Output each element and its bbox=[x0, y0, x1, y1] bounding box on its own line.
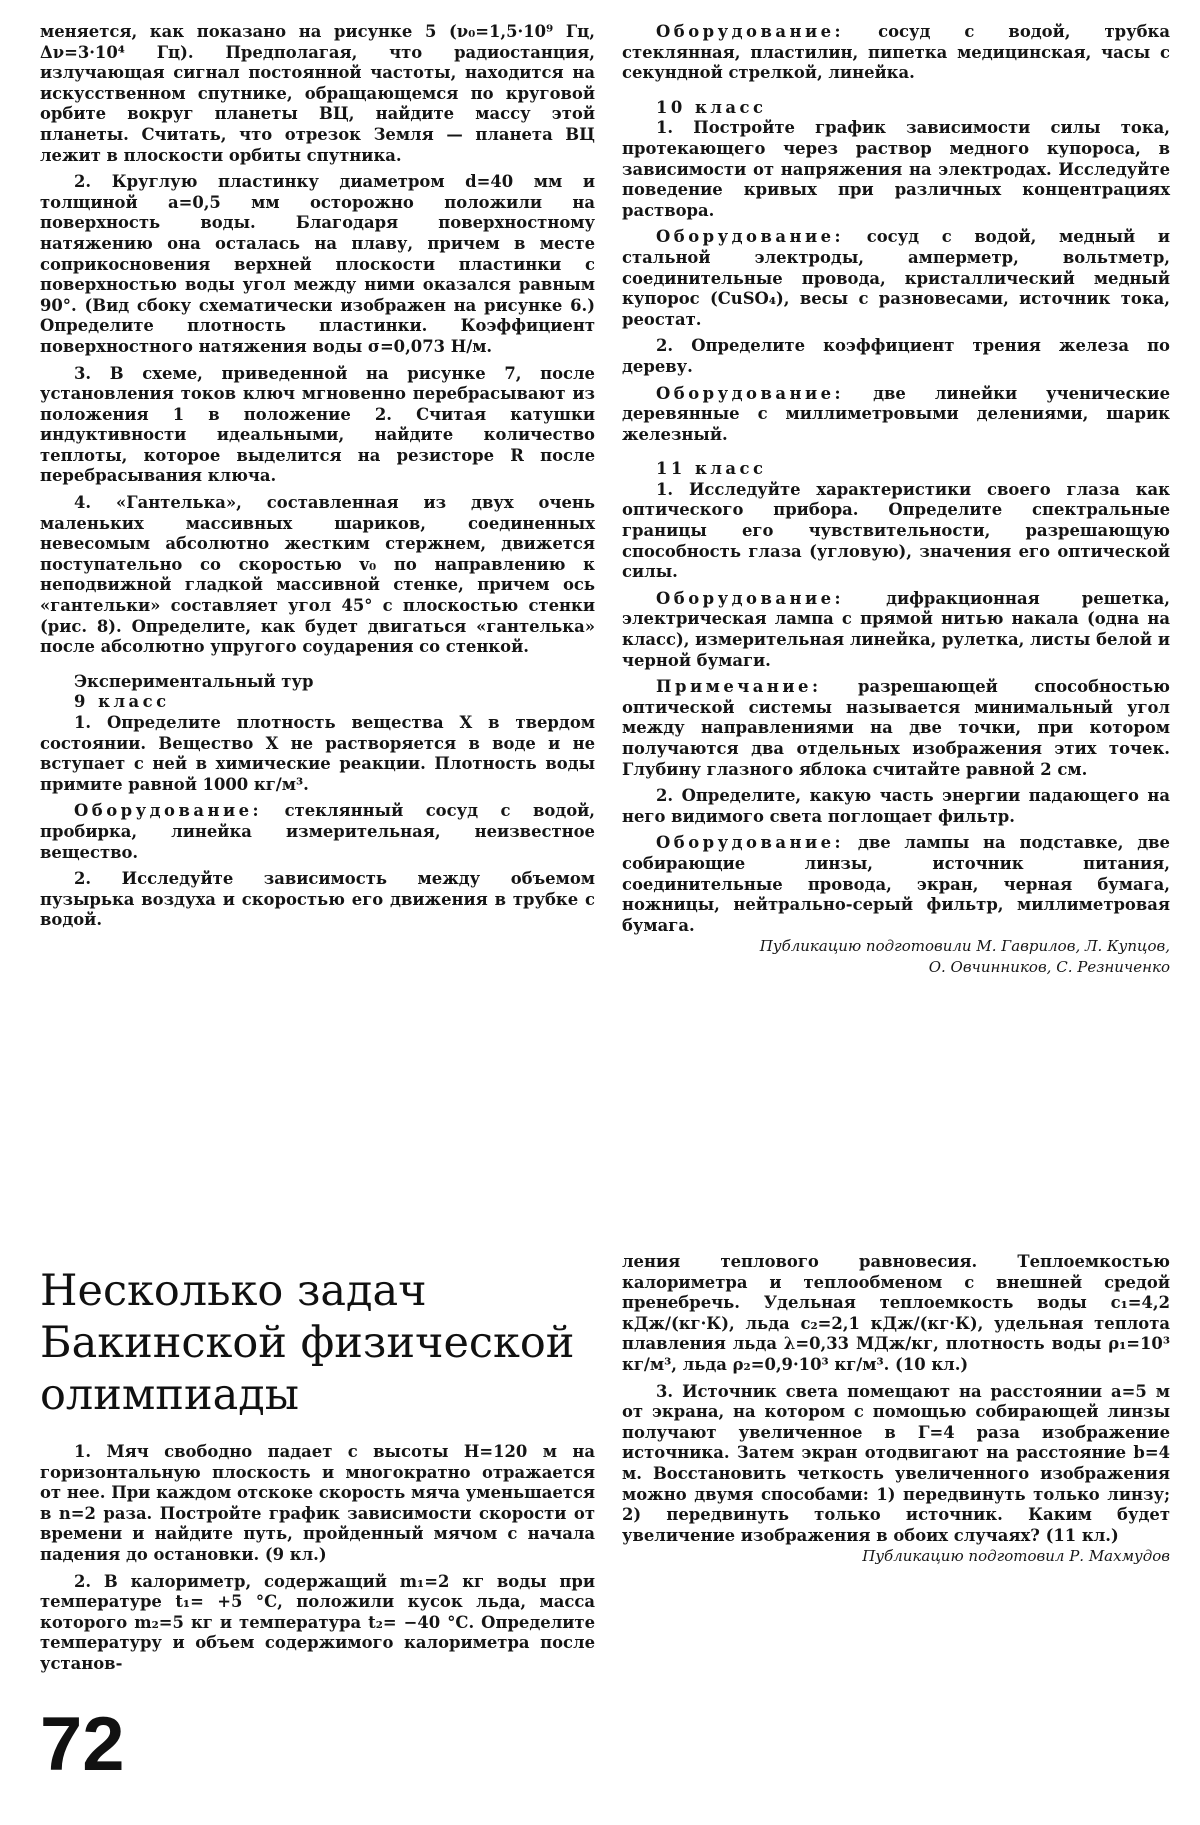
column-bottom-left bbox=[40, 1442, 595, 1675]
equipment-label: Оборудование: bbox=[656, 22, 845, 41]
paragraph-problem-1-continued: меняется, как показано на рисунке 5 (ν₀=1,5·10⁹ Гц, Δν=3·10⁴ Гц). Предполагая, что радиостанция, излучающая сигнал постоянной частоты, находится на искусственном спутнике, обращающемся по круговой орбите вокруг планеты ВЦ, найдите массу этой планеты. Считать, что отрезок Земля — планета ВЦ лежит в плоскости орбиты спутника. bbox=[40, 22, 595, 165]
grade-heading-10: 10 класс bbox=[656, 97, 767, 117]
paragraph-problem-3-circuit: 3. В схеме, приведенной на рисунке 7, после установления токов ключ мгновенно перебрасывают из положения 1 в положение 2. Считая катушки индуктивности идеальными, найдите количество теплоты, которое выделится на резисторе R после перебрасывания ключа. bbox=[40, 363, 595, 486]
equipment-label: Оборудование: bbox=[656, 833, 845, 853]
paragraph-baku-problem-3: 3. Источник света помещают на расстоянии a=5 м от экрана, на котором с помощью собирающей линзы получают увеличенное в Γ=4 раза изображение источника. Затем экран отодвигают на расстояние b=4 м. Восстановить четкость увеличенного изображения можно двумя способами: 1) передвинуть только линзу; 2) передвинуть только источник. Каким будет увеличение изображения в обоих случаях? (11 кл.) bbox=[622, 1381, 1170, 1545]
grade-heading-9: 9 класс bbox=[74, 692, 170, 712]
paragraph-exp-11-task-1: 1. Исследуйте характеристики своего глаза как оптического прибора. Определите спектральные границы его чувствительности, разрешающую способность глаза (угловую), значения его оптической силы. bbox=[622, 479, 1170, 582]
paragraph-exp-10-task-2: 2. Определите коэффициент трения железа по дереву. bbox=[622, 336, 1170, 376]
credit-line-1: Публикацию подготовили М. Гаврилов, Л. Купцов, bbox=[759, 937, 1170, 956]
equipment-text: стеклянный сосуд с водой, пробирка, линейка измерительная, неизвестное вещество. bbox=[40, 801, 595, 862]
column-bottom-right bbox=[622, 1252, 1170, 1567]
equipment-text: сосуд с водой, медный и стальной электроды, амперметр, вольтметр, соединительные провода, кристаллический медный купорос (CuSO₄), весы с разновесами, источник тока, реостат. bbox=[622, 227, 1170, 329]
equipment-label: Оборудование: bbox=[656, 227, 845, 247]
equipment-text: две лампы на подставке, две собирающие линзы, источник питания, соединительные провода, экран, черная бумага, ножницы, нейтрально-серый фильтр, миллиметровая бумага. bbox=[622, 833, 1170, 935]
paragraph-problem-2-plate: 2. Круглую пластинку диаметром d=40 мм и толщиной a=0,5 мм осторожно положили на поверхность воды. Благодаря поверхностному натяжению она осталась на плаву, причем в месте соприкосновения верхней плоскости пластинки с поверхностью воды угол между ними оказался равным 90°. (Вид сбоку схематически изображен на рисунке 6.) Определите плотность пластинки. Коэффициент поверхностного натяжения воды σ=0,073 Н/м. bbox=[40, 172, 595, 356]
paragraph-exp-9-task-2: 2. Исследуйте зависимость между объемом пузырька воздуха и скоростью его движения в трубке с водой. bbox=[40, 869, 595, 930]
note-label: Примечание: bbox=[656, 677, 822, 697]
article-title-line-3: олимпиады bbox=[40, 1370, 299, 1420]
paragraph-exp-9-task-1: 1. Определите плотность вещества X в твердом состоянии. Вещество X не растворяется в воде и не вступает с ней в химические реакции. Плотность воды примите равной 1000 кг/м³. bbox=[40, 713, 595, 794]
article-title-line-2: Бакинской физической bbox=[40, 1318, 575, 1368]
article-title-line-1: Несколько задач bbox=[40, 1266, 427, 1316]
column-top-right bbox=[622, 22, 1170, 978]
equipment-text: две линейки ученические деревянные с миллиметровыми делениями, шарик железный. bbox=[622, 383, 1170, 444]
equipment-label: Оборудование: bbox=[656, 383, 845, 403]
paragraph-baku-problem-1: 1. Мяч свободно падает с высоты H=120 м на горизонтальную плоскость и многократно отражается от нее. При каждом отскоке скорость мяча уменьшается в n=2 раза. Постройте график зависимости скорости от времени и найдите путь, пройденный мячом с начала падения до остановки. (9 кл.) bbox=[40, 1442, 595, 1564]
page-number: 72 bbox=[40, 1702, 125, 1787]
equipment-text: сосуд с водой, трубка стеклянная, пластилин, пипетка медицинская, часы с секундной стрелкой, линейка. bbox=[622, 22, 1170, 83]
equipment-text: дифракционная решетка, электрическая лампа с прямой нитью накала (одна на класс), измерительная линейка, рулетка, листы белой и черной бумаги. bbox=[622, 588, 1170, 670]
note-text: разрешающей способностью оптической системы называется минимальный угол между направлениями на две точки, при котором получаются два отдельных изображения этих точек. Глубину глазного яблока считайте равной 2 см. bbox=[622, 677, 1170, 779]
paragraph-exp-11-task-2: 2. Определите, какую часть энергии падающего на него видимого света поглощает фильтр. bbox=[622, 786, 1170, 826]
equipment-label: Оборудование: bbox=[74, 801, 263, 821]
equipment-label: Оборудование: bbox=[656, 588, 845, 608]
grade-heading-11: 11 класс bbox=[656, 459, 767, 479]
paragraph-baku-problem-2-continued: ления теплового равновесия. Теплоемкостью калориметра и теплообменом с внешней средой пренебречь. Удельная теплоемкость воды c₁=4,2 кДж/(кг·К), льда c₂=2,1 кДж/(кг·К), удельная теплота плавления льда λ=0,33 МДж/кг, плотность воды ρ₁=10³ кг/м³, льда ρ₂=0,9·10³ кг/м³. (10 кл.) bbox=[622, 1252, 1170, 1374]
section-heading-experimental: Экспериментальный тур bbox=[74, 671, 314, 691]
credit-line-2: О. Овчинников, С. Резниченко bbox=[928, 957, 1170, 976]
paragraph-baku-problem-2: 2. В калориметр, содержащий m₁=2 кг воды при температуре t₁= +5 °С, положили кусок льда, масса которого m₂=5 кг и температура t₂= −40 °С. Определите температуру и объем содержимого калориметра после установ- bbox=[40, 1571, 595, 1673]
column-top-left bbox=[40, 22, 595, 931]
paragraph-exp-10-task-1: 1. Постройте график зависимости силы тока, протекающего через раствор медного купороса, в зависимости от напряжения на электродах. Исследуйте поведение кривых при различных концентрациях раствора. bbox=[622, 118, 1170, 220]
credit-line-article: Публикацию подготовил Р. Махмудов bbox=[862, 1547, 1170, 1566]
article-title bbox=[40, 1265, 600, 1421]
paragraph-problem-4-dumbbell: 4. «Гантелька», составленная из двух очень маленьких массивных шариков, соединенных невесомым абсолютно жестким стержнем, движется поступательно со скоростью v₀ по направлению к неподвижной гладкой массивной стенке, причем ось «гантельки» составляет угол 45° с плоскостью стенки (рис. 8). Определите, как будет двигаться «гантелька» после абсолютно упругого соударения со стенкой. bbox=[40, 493, 595, 657]
